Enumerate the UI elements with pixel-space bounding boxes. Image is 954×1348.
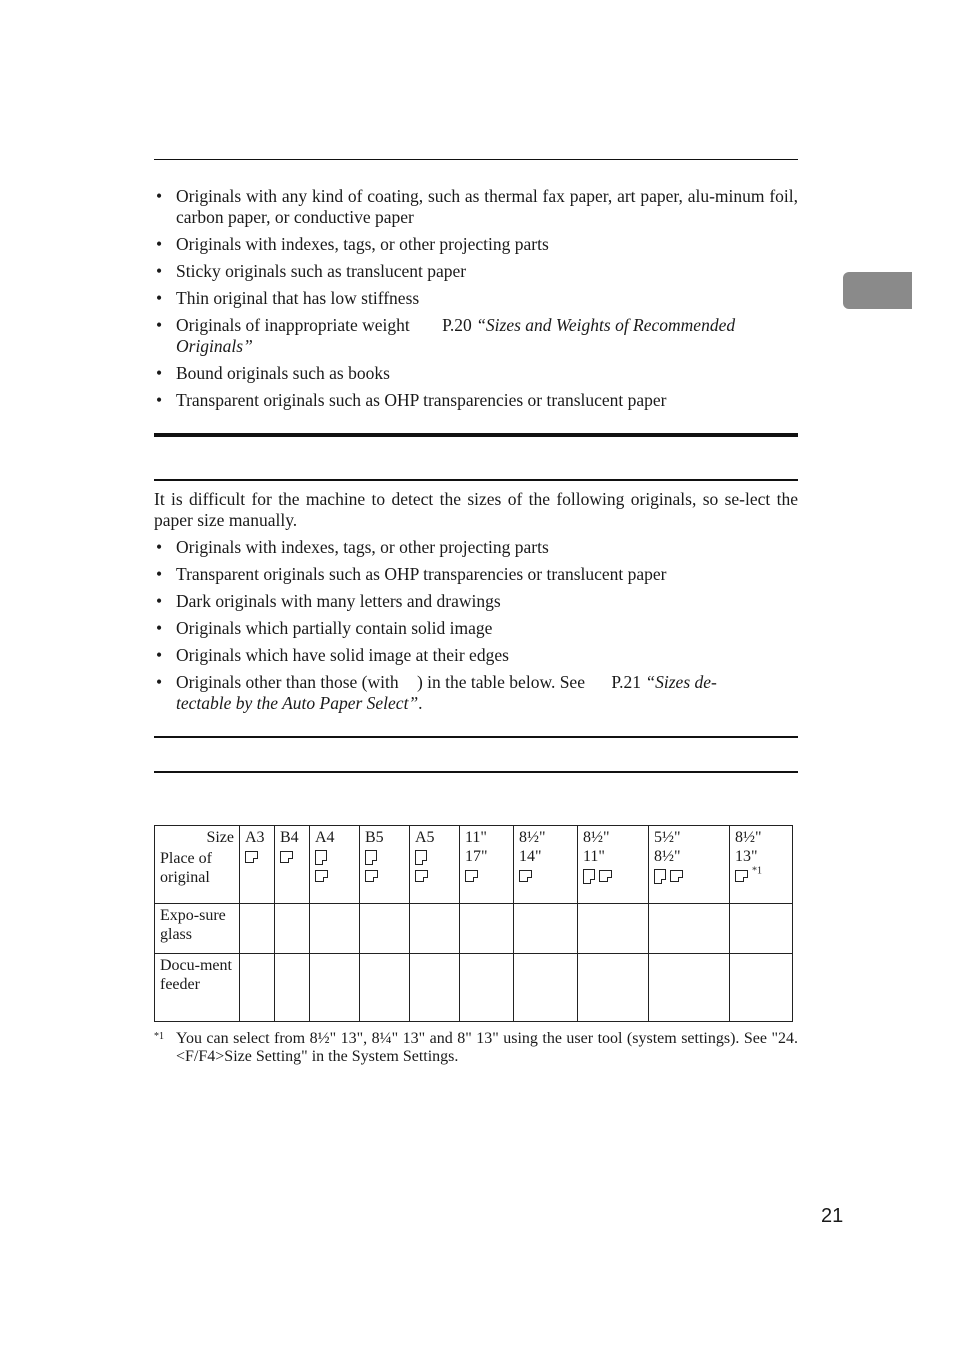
ref-title[interactable]: “Sizes and Weights of Recommended — [476, 315, 736, 335]
period: . — [418, 693, 423, 713]
section-rule — [154, 771, 798, 773]
portrait-paper-icon — [583, 869, 595, 884]
column-header: A4 — [310, 826, 360, 904]
list-item: • Thin original that has low stiffness — [154, 288, 798, 309]
landscape-paper-icon — [465, 870, 478, 882]
row-header: Expo-sure glass — [155, 904, 240, 954]
chapter-tab — [843, 272, 912, 309]
page-number: 21 — [821, 1205, 844, 1227]
list-item: • Originals which partially contain solid image — [154, 618, 798, 639]
portrait-paper-icon — [415, 850, 427, 865]
item-text-cont: ) in the table below. See — [416, 672, 585, 692]
footnote-mark: *1 — [154, 1031, 164, 1042]
landscape-paper-icon — [415, 870, 428, 882]
page-ref[interactable]: P.20 — [442, 315, 472, 335]
table-row — [155, 954, 793, 1022]
portrait-paper-icon — [315, 850, 327, 865]
column-header: B4 — [275, 826, 310, 904]
landscape-paper-icon — [599, 870, 612, 882]
footnote-text: You can select from 8½" 13", 8¼" 13" and 8" 13" using the user tool (system settings). See "24. <F/F4>Size Setting" in the System Settings. — [176, 1030, 798, 1065]
portrait-paper-icon — [365, 850, 377, 865]
ref-title-cont[interactable]: Originals” — [176, 336, 253, 356]
row-header: Docu-ment feeder — [155, 954, 240, 1022]
table-corner-cell — [155, 826, 240, 904]
list-item: • Dark originals with many letters and drawings — [154, 591, 798, 612]
landscape-paper-icon — [735, 870, 748, 882]
footnote-ref: *1 — [752, 865, 762, 877]
landscape-paper-icon — [280, 851, 293, 863]
size-detection-table — [154, 825, 793, 1022]
section-rule — [154, 736, 798, 738]
column-header: 8½" 14" — [514, 826, 578, 904]
table-header-row — [155, 826, 793, 904]
landscape-paper-icon — [670, 870, 683, 882]
list-item: • Bound originals such as books — [154, 363, 798, 384]
size-label: Size — [206, 829, 234, 846]
unsuitable-originals-list — [154, 186, 798, 417]
list-item: • Transparent originals such as OHP transparencies or translucent paper — [154, 390, 798, 411]
landscape-paper-icon — [365, 870, 378, 882]
portrait-paper-icon — [654, 869, 666, 884]
place-label: Place of original — [160, 850, 212, 886]
list-item — [154, 672, 798, 714]
list-item: • Originals with any kind of coating, such as thermal fax paper, art paper, alu-minum foil, carbon paper, or conductive paper — [154, 186, 798, 228]
intro-paragraph: It is difficult for the machine to detect the sizes of the following originals, so se-lect the paper size manually. — [154, 489, 798, 530]
table-footnote — [154, 1030, 798, 1066]
column-header: 11" 17" — [460, 826, 514, 904]
undetectable-originals-list — [154, 537, 798, 720]
page-ref[interactable]: P.21 — [611, 672, 642, 692]
column-header: A5 — [410, 826, 460, 904]
table-row — [155, 904, 793, 954]
column-header: A3 — [240, 826, 275, 904]
top-rule — [154, 159, 798, 160]
list-item: • Transparent originals such as OHP transparencies or translucent paper — [154, 564, 798, 585]
column-header: 5½" 8½" — [649, 826, 730, 904]
list-item: • Originals with indexes, tags, or other projecting parts — [154, 234, 798, 255]
landscape-paper-icon — [519, 870, 532, 882]
list-item: • Originals which have solid image at their edges — [154, 645, 798, 666]
section-rule — [154, 479, 798, 481]
column-header: B5 — [360, 826, 410, 904]
column-header: 8½" 13" $^{*1}$ — [730, 826, 793, 904]
weight-item-text: Originals of inappropriate weight — [176, 315, 410, 335]
landscape-paper-icon — [245, 851, 258, 863]
item-text: Originals other than those (with — [176, 672, 399, 692]
list-item: • Sticky originals such as translucent paper — [154, 261, 798, 282]
ref-title-cont[interactable]: tectable by the Auto Paper Select” — [176, 693, 419, 713]
section-rule-thick — [154, 433, 798, 437]
list-item: • Originals with indexes, tags, or other projecting parts — [154, 537, 798, 558]
landscape-paper-icon — [315, 870, 328, 882]
list-item — [154, 315, 798, 357]
ref-title[interactable]: “Sizes de- — [645, 672, 717, 692]
column-header: 8½" 11" — [578, 826, 649, 904]
